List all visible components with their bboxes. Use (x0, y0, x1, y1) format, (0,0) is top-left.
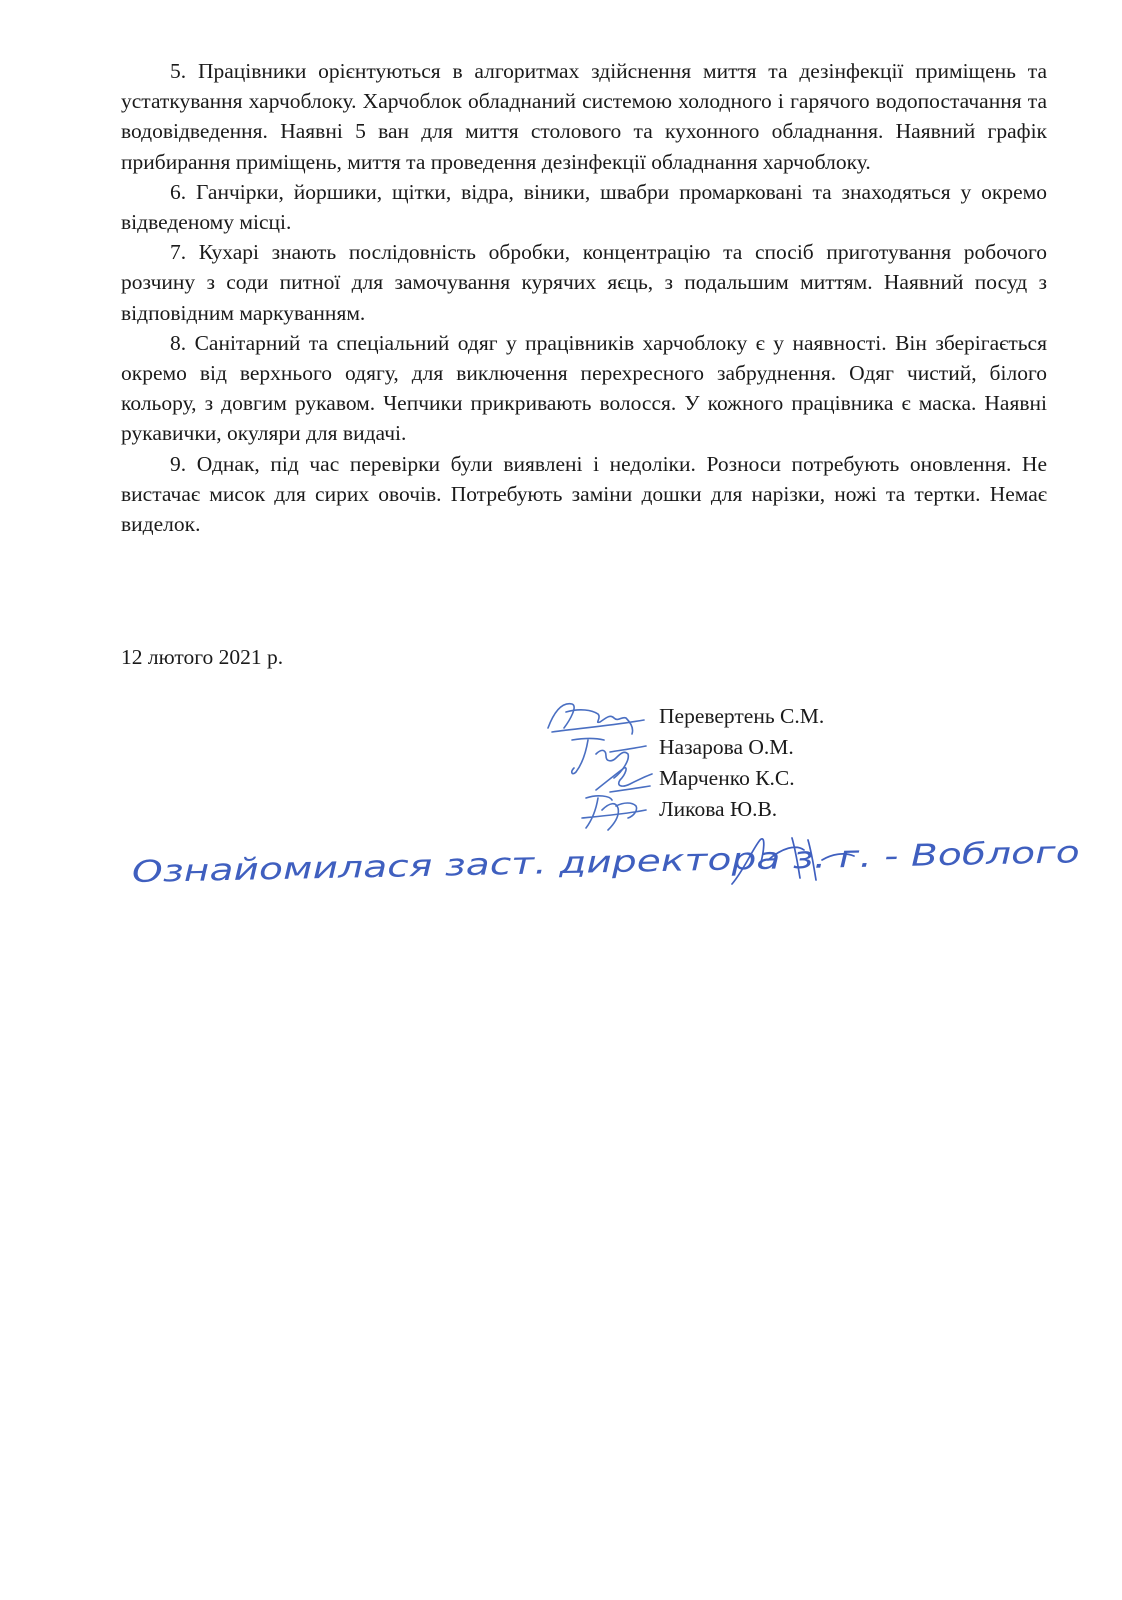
paragraph-5: 5. Працівники орієнтуються в алгоритмах здійснення миття та дезінфекції приміщень та устаткування харчоблоку. Харчоблок обладнаний системою холодного і гарячого водопостачання та водовідведення. Наявні 5 ван для миття столового та кухонного обладнання. Наявний графік прибирання приміщень, миття та проведення дезінфекції обладнання харчоблоку. (121, 59, 1047, 174)
paragraph-8: 8. Санітарний та спеціальний одяг у працівників харчоблоку є у наявності. Він зберігається окремо від верхнього одягу, для виключення перехресного забруднення. Одяг чистий, білого кольору, з довгим рукавом. Чепчики прикривають волосся. У кожного працівника є маска. Наявні рукавички, окуляри для видачі. (121, 330, 1047, 446)
signer-name: Перевертень С.М. (659, 704, 825, 728)
signer-name: Ликова Ю.В. (659, 797, 778, 821)
handwritten-note-text: Ознайомилася заст. директора з. г. - Воблого (131, 839, 857, 891)
paragraph-9: 9. Однак, під час перевірки були виявлені і недоліки. Розноси потребують оновлення. Не вистачає мисок для сирих овочів. Потребують заміни дошки для нарізки, ножі та тертки. Немає виделок. (121, 451, 1047, 537)
paragraph-6: 6. Ганчірки, йоршики, щітки, відра, віники, швабри промарковані та знаходяться у окремо відведеному місці. (121, 179, 1047, 235)
signer-name: Марченко К.С. (659, 766, 795, 790)
document-date: 12 лютого 2021 р. (121, 645, 284, 669)
document-body (121, 56, 1047, 539)
signer-name: Назарова О.М. (659, 735, 794, 759)
signers-list (659, 701, 824, 825)
signature-mark-4 (572, 788, 652, 834)
handwritten-acknowledgement (132, 830, 1092, 910)
paragraph-7: 7. Кухарі знають послідовність обробки, концентрацію та спосіб приготування робочого розчину з соди питної для замочування курячих яєць, з подальшим миттям. Наявний посуд з відповідним маркуванням. (121, 240, 1047, 325)
